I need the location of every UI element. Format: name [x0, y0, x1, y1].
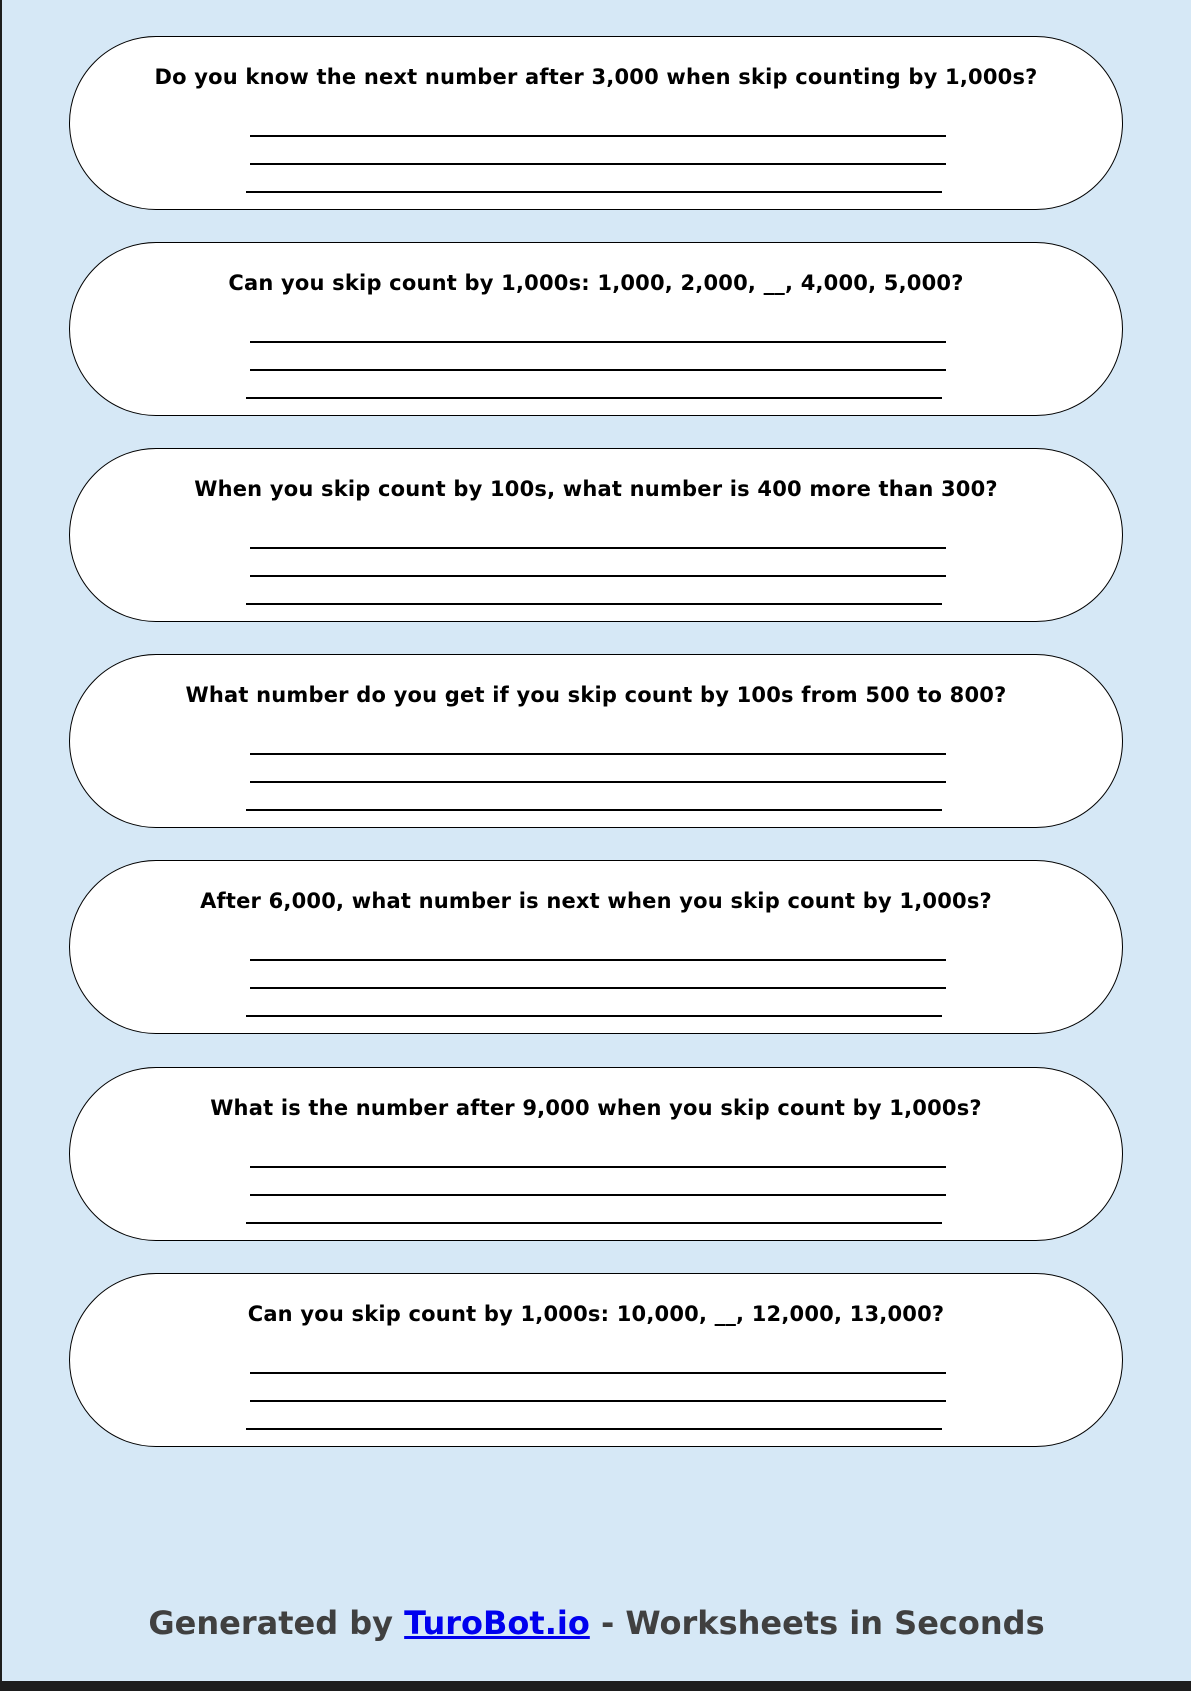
answer-line [250, 1166, 946, 1168]
answer-line [246, 1222, 942, 1224]
answer-line [246, 1015, 942, 1017]
answer-line [250, 987, 946, 989]
answer-line [246, 603, 942, 605]
turobot-link[interactable]: TuroBot.io [404, 1604, 590, 1642]
answer-line [250, 341, 946, 343]
question-text: After 6,000, what number is next when you skip count by 1,000s? [200, 889, 992, 913]
answer-line [250, 547, 946, 549]
question-text: Can you skip count by 1,000s: 10,000, __, 12,000, 13,000? [247, 1302, 945, 1326]
answer-line [250, 1194, 946, 1196]
footer-prefix: Generated by [148, 1604, 405, 1642]
answer-line [250, 959, 946, 961]
question-card [69, 448, 1123, 622]
footer-suffix: - Worksheets in Seconds [589, 1604, 1045, 1642]
question-card [69, 36, 1123, 210]
answer-line [250, 575, 946, 577]
answer-line [250, 163, 946, 165]
answer-line [250, 135, 946, 137]
question-text: Can you skip count by 1,000s: 1,000, 2,000, __, 4,000, 5,000? [228, 271, 964, 295]
answer-line [250, 369, 946, 371]
question-text: Do you know the next number after 3,000 when skip counting by 1,000s? [154, 65, 1038, 89]
worksheet-page [2, 0, 1191, 1681]
answer-line [246, 1428, 942, 1430]
question-card [69, 860, 1123, 1034]
question-card [69, 1067, 1123, 1241]
answer-line [246, 397, 942, 399]
answer-line [250, 1372, 946, 1374]
answer-line [250, 1400, 946, 1402]
question-card [69, 242, 1123, 416]
question-text: When you skip count by 100s, what number is 400 more than 300? [194, 477, 998, 501]
question-text: What is the number after 9,000 when you skip count by 1,000s? [210, 1096, 982, 1120]
question-card [69, 654, 1123, 828]
answer-line [250, 781, 946, 783]
question-text: What number do you get if you skip count by 100s from 500 to 800? [185, 683, 1007, 707]
answer-line [246, 191, 942, 193]
answer-line [250, 753, 946, 755]
question-card [69, 1273, 1123, 1447]
answer-line [246, 809, 942, 811]
footer-credit [2, 1604, 1191, 1642]
